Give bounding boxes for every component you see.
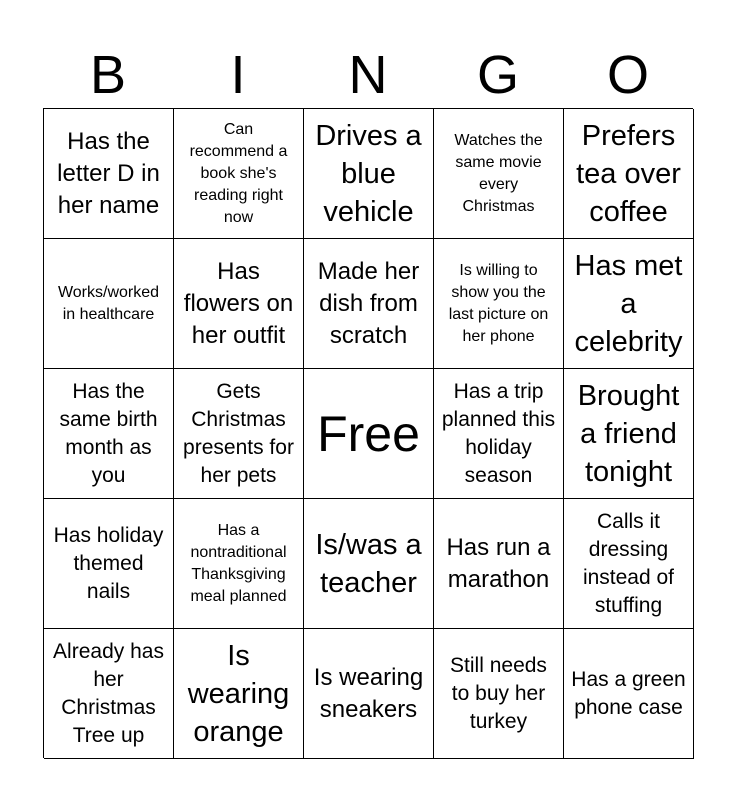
bingo-header [43, 42, 693, 108]
header-letter-b: B [89, 45, 127, 105]
bingo-board [43, 108, 693, 758]
bingo-cell[interactable] [44, 369, 174, 499]
bingo-cell[interactable] [304, 239, 434, 369]
header-letter-g: G [476, 45, 519, 105]
bingo-cell[interactable] [564, 239, 694, 369]
cell-text: Has a nontraditional Thanksgiving meal planned [190, 521, 287, 605]
bingo-cell[interactable] [564, 369, 694, 499]
cell-text: Has the same birth month as you [59, 379, 158, 487]
bingo-cell[interactable] [174, 499, 304, 629]
cell-text: Has run a marathon [446, 533, 551, 593]
bingo-cell[interactable] [44, 499, 174, 629]
bingo-cell[interactable] [44, 239, 174, 369]
bingo-cell[interactable] [434, 629, 564, 759]
bingo-cell[interactable] [564, 109, 694, 239]
cell-text: Is willing to show you the last picture on her phone [448, 261, 549, 345]
cell-text: Has holiday themed nails [53, 523, 164, 603]
cell-text: Has met a celebrity [574, 249, 683, 358]
cell-text: Gets Christmas presents for her pets [183, 379, 294, 487]
cell-text: Calls it dressing instead of stuffing [582, 509, 675, 617]
cell-text: Is wearing orange [187, 639, 290, 748]
cell-text: Has a green phone case [571, 667, 686, 719]
bingo-cell[interactable] [434, 109, 564, 239]
bingo-cell[interactable] [174, 369, 304, 499]
cell-text: Prefers tea over coffee [576, 119, 681, 228]
cell-text: Free [317, 405, 420, 462]
cell-text: Is/was a teacher [315, 528, 422, 599]
bingo-cell[interactable] [564, 499, 694, 629]
header-letter-n: N [348, 45, 388, 105]
bingo-cell[interactable] [434, 239, 564, 369]
cell-text: Brought a friend tonight [577, 379, 680, 488]
cell-text: Watches the same movie every Christmas [454, 131, 543, 215]
bingo-cell[interactable] [44, 109, 174, 239]
bingo-cell[interactable] [304, 629, 434, 759]
bingo-cell[interactable] [174, 109, 304, 239]
bingo-cell[interactable] [434, 369, 564, 499]
cell-text: Works/worked in healthcare [57, 283, 160, 323]
cell-text: Can recommend a book she's reading right now [189, 120, 288, 226]
cell-text: Has a trip planned this holiday season [441, 379, 556, 487]
bingo-cell[interactable] [174, 629, 304, 759]
free-space-cell[interactable] [304, 369, 434, 499]
header-letter-i: I [230, 45, 246, 105]
bingo-cell[interactable] [304, 499, 434, 629]
bingo-cell[interactable] [304, 109, 434, 239]
bingo-cell[interactable] [564, 629, 694, 759]
cell-text: Drives a blue vehicle [315, 119, 422, 228]
cell-text: Is wearing sneakers [313, 663, 424, 723]
cell-text: Already has her Christmas Tree up [53, 639, 164, 747]
header-letter-o: O [606, 45, 649, 105]
cell-text: Made her dish from scratch [317, 257, 420, 349]
bingo-cell[interactable] [434, 499, 564, 629]
bingo-cell[interactable] [174, 239, 304, 369]
bingo-cell[interactable] [44, 629, 174, 759]
cell-text: Still needs to buy her turkey [450, 653, 547, 733]
cell-text: Has flowers on her outfit [183, 257, 294, 349]
cell-text: Has the letter D in her name [57, 127, 160, 219]
